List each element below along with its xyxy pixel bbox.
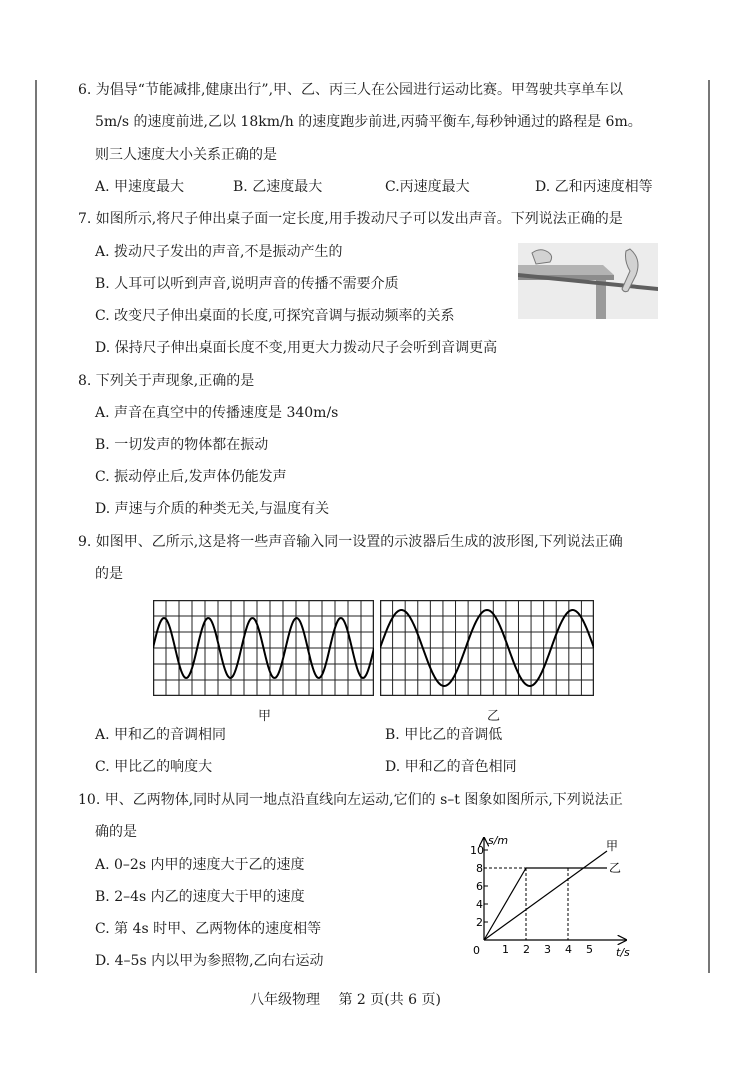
q9-stem-line2: 的是 (95, 566, 123, 582)
st-graph (462, 832, 632, 964)
q10-stem-line1: 10. 甲、乙两物体,同时从同一地点沿直线向左运动,它们的 s–t 图象如图所示,下列说法正 (78, 792, 623, 808)
q6-option-a: A. 甲速度最大 (95, 179, 185, 195)
oscilloscope-waveform-jia (153, 600, 374, 696)
q8-option-b: B. 一切发声的物体都在振动 (95, 437, 269, 453)
q7-option-d: D. 保持尺子伸出桌面长度不变,用更大力拨动尺子会听到音调更高 (95, 340, 498, 356)
y-tick-10: 10 (470, 844, 484, 857)
q6-stem-line2: 5m/s 的速度前进,乙以 18km/h 的速度跑步前进,丙骑平衡车,每秒钟通过的路程是 6m。 (95, 114, 642, 130)
oscilloscope-waveform-yi (380, 600, 594, 696)
y-tick-2: 2 (476, 916, 483, 929)
q10-option-a: A. 0–2s 内甲的速度大于乙的速度 (95, 857, 305, 873)
q9-option-b: B. 甲比乙的音调低 (385, 727, 503, 743)
q9-option-d: D. 甲和乙的音色相同 (385, 759, 517, 775)
q6-stem-line1: 6. 为倡导“节能减排,健康出行”,甲、乙、丙三人在公园进行运动比赛。甲驾驶共享单车以 (78, 82, 624, 98)
q6-option-c: C.丙速度最大 (385, 179, 470, 195)
page-footer: 八年级物理 第 2 页(共 6 页) (250, 992, 441, 1008)
q10-option-b: B. 2–4s 内乙的速度大于甲的速度 (95, 889, 305, 905)
x-tick-1: 1 (502, 943, 509, 956)
q7-stem: 7. 如图所示,将尺子伸出桌子面一定长度,用手拨动尺子可以发出声音。下列说法正确的是 (78, 211, 623, 227)
x-tick-5: 5 (586, 943, 593, 956)
graph-xlabel: t/s (616, 946, 630, 959)
q8-stem: 8. 下列关于声现象,正确的是 (78, 373, 255, 389)
y-tick-8: 8 (476, 862, 483, 875)
q9-option-a: A. 甲和乙的音调相同 (95, 727, 227, 743)
graph-label-yi: 乙 (609, 861, 622, 875)
graph-label-jia: 甲 (606, 839, 619, 853)
line-jia (484, 851, 607, 940)
label-yi: 乙 (487, 709, 501, 724)
q8-option-a: A. 声音在真空中的传播速度是 340m/s (95, 405, 339, 421)
y-tick-4: 4 (476, 898, 483, 911)
q7-option-c: C. 改变尺子伸出桌面的长度,可探究音调与振动频率的关系 (95, 308, 455, 324)
q10-option-c: C. 第 4s 时甲、乙两物体的速度相等 (95, 921, 322, 937)
q6-option-b: B. 乙速度最大 (233, 179, 323, 195)
q7-option-b: B. 人耳可以听到声音,说明声音的传播不需要介质 (95, 276, 399, 292)
q6-option-d: D. 乙和丙速度相等 (535, 179, 653, 195)
q10-option-d: D. 4–5s 内以甲为参照物,乙向右运动 (95, 953, 324, 969)
q8-option-c: C. 振动停止后,发声体仍能发声 (95, 469, 287, 485)
x-tick-2: 2 (523, 943, 530, 956)
graph-ylabel: s/m (488, 834, 509, 847)
q10-stem-line2: 确的是 (95, 824, 137, 840)
y-tick-6: 6 (476, 880, 483, 893)
x-tick-4: 4 (565, 943, 572, 956)
q9-option-c: C. 甲比乙的响度大 (95, 759, 213, 775)
graph-origin: 0 (473, 944, 480, 957)
q6-stem-line3: 则三人速度大小关系正确的是 (95, 147, 277, 163)
line-yi-rise (484, 868, 526, 940)
ruler-on-desk-photo (518, 243, 658, 319)
x-tick-3: 3 (544, 943, 551, 956)
q9-stem-line1: 9. 如图甲、乙所示,这是将一些声音输入同一设置的示波器后生成的波形图,下列说法正确 (78, 534, 623, 550)
left-margin-line (35, 80, 37, 973)
q8-option-d: D. 声速与介质的种类无关,与温度有关 (95, 501, 330, 517)
right-margin-line (708, 80, 710, 973)
label-jia: 甲 (258, 709, 272, 724)
q7-option-a: A. 拨动尺子发出的声音,不是振动产生的 (95, 244, 343, 260)
